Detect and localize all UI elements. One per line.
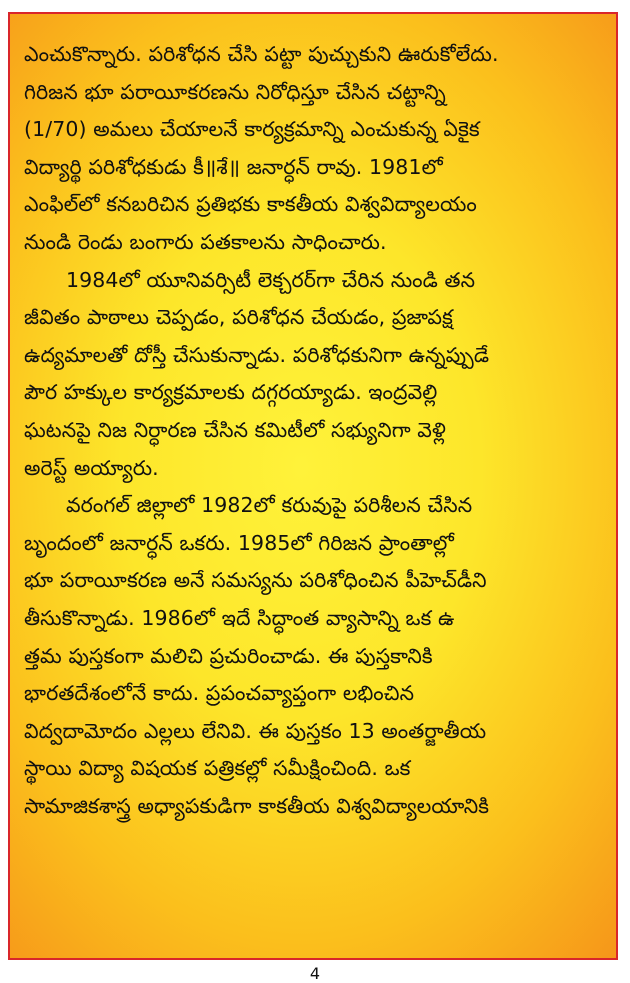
paragraph-3-line-2: బృందంలో జనార్ధన్ ఒకరు. 1985లో గిరిజన ప్రాంతాల్లో — [24, 530, 454, 555]
paragraph-2-line-3: ఉద్యమాలతో దోస్తీ చేసుకున్నాడు. పరిశోధకునిగా ఉన్నప్పుడే — [24, 342, 490, 367]
paragraph-1-line-6: నుండి రెండు బంగారు పతకాలను సాధించారు. — [24, 229, 387, 254]
paragraph-3-line-9: సామాజికశాస్త్ర అధ్యాపకుడిగా కాకతీయ విశ్వవిద్యాలయానికి — [24, 793, 490, 818]
paragraph-3-line-6: భారతదేశంలోనే కాదు. ప్రపంచవ్యాప్తంగా లభించిన — [24, 681, 415, 706]
paragraph-2-line-5: ఘటనపై నిజ నిర్ధారణ చేసిన కమిటీలో సభ్యునిగా వెళ్లి — [24, 417, 446, 442]
paragraph-1-line-2: గిరిజన భూ పరాయీకరణను నిరోధిస్తూ చేసిన చట్టాన్ని — [24, 79, 446, 104]
paragraph-3-line-8: స్థాయి విద్యా విషయక పత్రికల్లో సమీక్షించింది. ఒక — [24, 756, 411, 781]
paragraph-3-line-1: వరంగల్ జిల్లాలో 1982లో కరువుపై పరిశీలన చేసిన — [66, 493, 473, 518]
paragraph-3-line-7: విద్వదామోదం ఎల్లలు లేనివి. ఈ పుస్తకం 13 అంతర్జాతీయ — [24, 718, 487, 743]
paragraph-2-line-4: పౌర హక్కుల కార్యక్రమాలకు దగ్గరయ్యాడు. ఇంద్రవెల్లి — [24, 380, 438, 405]
paragraph-1-line-3: (1/70) అమలు చేయాలనే కార్యక్రమాన్ని ఎంచుకున్న ఏకైక — [24, 117, 480, 142]
paragraph-2-line-6: అరెస్ట్ అయ్యారు. — [24, 455, 159, 480]
text-panel — [8, 12, 618, 960]
paragraph-2-line-1: 1984లో యూనివర్సిటీ లెక్చరర్‌గా చేరిన నుండి తన — [66, 267, 476, 292]
paragraph-1-line-1: ఎంచుకొన్నారు. పరిశోధన చేసి పట్టా పుచ్చుకుని ఊరుకోలేదు. — [24, 42, 499, 66]
paragraph-3-line-4: తీసుకొన్నాడు. 1986లో ఇదే సిద్ధాంత వ్యాసాన్ని ఒక ఉ — [24, 605, 455, 630]
article-text — [24, 36, 604, 825]
paragraph-1-line-4: విద్యార్థి పరిశోధకుడు కీ॥శే॥ జనార్ధన్ రావు. 1981లో — [24, 154, 443, 179]
page-number: 4 — [309, 964, 321, 983]
paragraph-3-line-5: త్తమ పుస్తకంగా మలిచి ప్రచురించాడు. ఈ పుస్తకానికి — [24, 643, 433, 668]
paragraph-1-line-5: ఎంఫిల్‌లో కనబరిచిన ప్రతిభకు కాకతీయ విశ్వవిద్యాలయం — [24, 192, 477, 217]
paragraph-3-line-3: భూ పరాయీకరణ అనే సమస్యను పరిశోధించిన పీహెచ్‌డీని — [24, 568, 487, 593]
paragraph-2-line-2: జీవితం పాఠాలు చెప్పడం, పరిశోధన చేయడం, ప్రజాపక్ష — [24, 305, 453, 330]
